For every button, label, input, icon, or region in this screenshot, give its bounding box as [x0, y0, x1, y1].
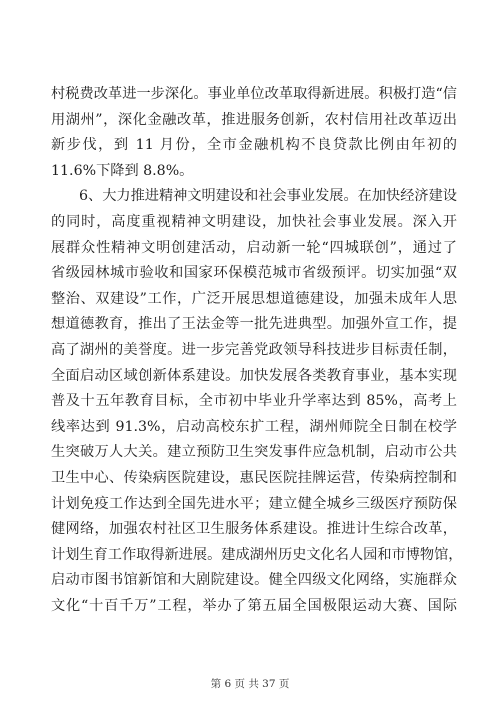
- text-line: 卫生中心、传染病医院建设，惠民医院挂牌运营，传染病控制和: [51, 469, 457, 486]
- text-line: 村税费改革进一步深化。事业单位改革取得新进展。积极打造“信: [51, 86, 457, 102]
- text-line: 全面启动区域创新体系建设。加快发展各类教育事业，基本实现: [51, 367, 457, 384]
- body-text: [51, 82, 463, 619]
- text-line: 普及十五年教育目标，全市初中毕业升学率达到 85%，高考上: [51, 393, 457, 410]
- text-line: 展群众性精神文明创建活动，启动新一轮“四城联创”，通过了: [51, 239, 457, 256]
- text-line: 健网络，加强农村社区卫生服务体系建设。推进计生综合改革，: [51, 521, 457, 538]
- text-line: 线率达到 91.3%，启动高校东扩工程，湖州师院全日制在校学: [51, 418, 457, 435]
- page-number-footer: 第 6 页 共 37 页: [210, 678, 290, 690]
- text-line: 想道德教育，推出了王法金等一批先进典型。加强外宣工作，提: [51, 316, 457, 333]
- text-line: 整治、双建设”工作，广泛开展思想道德建设，加强未成年人思: [51, 290, 457, 307]
- text-line: 文化“十百千万”工程，举办了第五届全国极限运动大赛、国际: [51, 597, 457, 614]
- text-line: 新步伐，到 11 月份，全市金融机构不良贷款比例由年初的: [51, 137, 457, 154]
- text-line: 高了湖州的美誉度。进一步完善党政领导科技进步目标责任制，: [51, 341, 457, 358]
- text-line: 的同时，高度重视精神文明建设，加快社会事业发展。深入开: [51, 213, 457, 230]
- text-line: 用湖州”，深化金融改革，推进服务创新，农村信用社改革迈出: [51, 111, 457, 128]
- text-line: 11.6%下降到 8.8%。: [51, 162, 194, 179]
- text-line: 计划免疫工作达到全国先进水平；建立健全城乡三级医疗预防保: [51, 495, 457, 512]
- text-line: 计划生育工作取得新进展。建成湖州历史文化名人园和市博物馆，: [51, 546, 463, 563]
- text-line: 生突破万人大关。建立预防卫生突发事件应急机制，启动市公共: [51, 444, 457, 461]
- paragraph-first-line: 6、大力推进精神文明建设和社会事业发展。在加快经济建设: [79, 188, 457, 205]
- text-line: 启动市图书馆新馆和大剧院建设。健全四级文化网络，实施群众: [51, 572, 457, 589]
- text-line: 省级园林城市验收和国家环保模范城市省级预评。切实加强“双: [51, 265, 457, 282]
